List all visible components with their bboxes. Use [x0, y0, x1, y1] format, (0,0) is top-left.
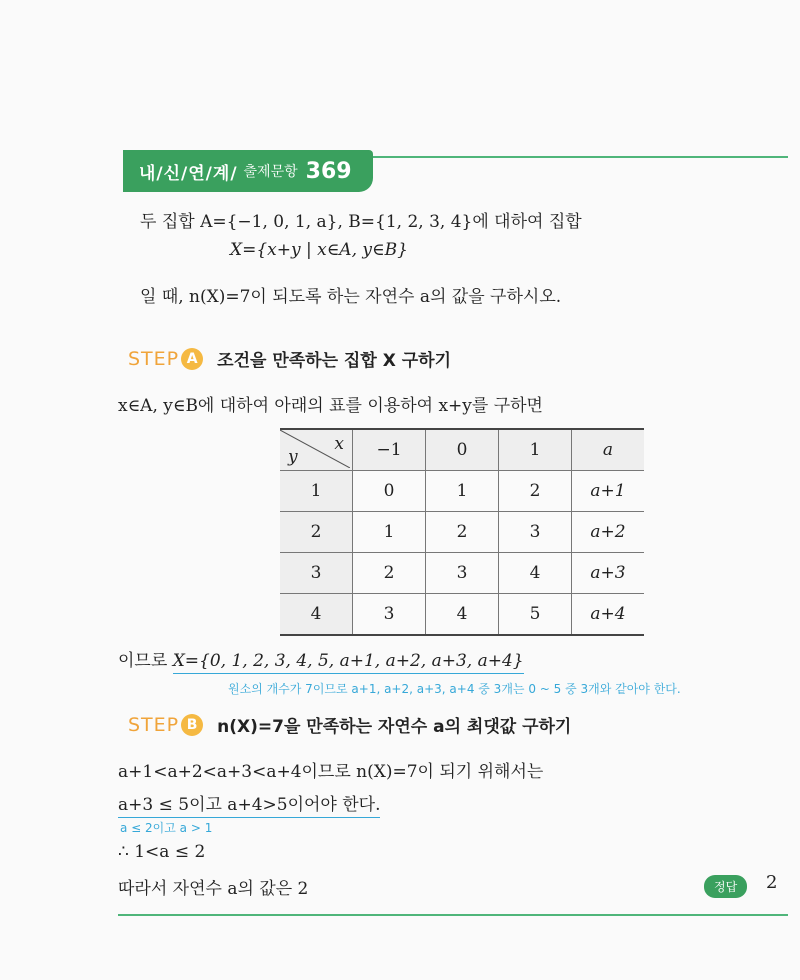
- step-b-line-2: a+3 ≤ 5이고 a+4>5이어야 한다.: [118, 795, 380, 818]
- banner-rule: [372, 156, 788, 158]
- step-b-note: a ≤ 2이고 a > 1: [120, 821, 213, 835]
- table-col-header: 0: [426, 429, 499, 471]
- step-a-title: 조건을 만족하는 집합 X 구하기: [217, 351, 451, 371]
- table-cell: 0: [353, 471, 426, 512]
- step-b-heading: [128, 712, 571, 737]
- table-row-header: 3: [280, 553, 353, 594]
- table-cell: 4: [426, 594, 499, 636]
- table-cell: 5: [499, 594, 572, 636]
- table-col-header: −1: [353, 429, 426, 471]
- step-a-intro: x∈A, y∈B에 대하여 아래의 표를 이용하여 x+y를 구하면: [118, 396, 543, 416]
- step-b-line-2-wrap: [118, 790, 380, 815]
- result-a-prefix: 이므로: [118, 651, 168, 671]
- table-corner-cell: [280, 429, 353, 471]
- answer-badge: 정답: [704, 875, 747, 898]
- result-a-note: 원소의 개수가 7이므로 a+1, a+2, a+3, a+4 중 3개는 0 ~ 5 중 3개와 같아야 한다.: [228, 682, 681, 696]
- result-a-set: X={0, 1, 2, 3, 4, 5, a+1, a+2, a+3, a+4}: [173, 651, 524, 674]
- step-a-heading: [128, 346, 451, 371]
- answer-value: 2: [766, 872, 778, 893]
- table-cell: a+2: [572, 512, 645, 553]
- step-b-title: n(X)=7을 만족하는 자연수 a의 최댓값 구하기: [217, 717, 572, 737]
- step-a-badge: A: [181, 348, 203, 370]
- table-row-header: 1: [280, 471, 353, 512]
- table-row: [280, 471, 644, 512]
- table-row-header: 2: [280, 512, 353, 553]
- step-b-line-1: a+1<a+2<a+3<a+4이므로 n(X)=7이 되기 위해서는: [118, 762, 544, 782]
- problem-line-3: 일 때, n(X)=7이 되도록 하는 자연수 a의 값을 구하시오.: [140, 287, 562, 307]
- table-cell: 3: [499, 512, 572, 553]
- banner-tag: 내/신/연/계/: [139, 163, 238, 184]
- problem-line-1: 두 집합 A={−1, 0, 1, a}, B={1, 2, 3, 4}에 대하여 집합: [140, 212, 582, 232]
- table-cell: 2: [426, 512, 499, 553]
- table-cell: 2: [499, 471, 572, 512]
- table-row: [280, 512, 644, 553]
- table-row: [280, 594, 644, 636]
- problem-number: 369: [305, 158, 352, 184]
- table-cell: a+3: [572, 553, 645, 594]
- table-cell: 1: [353, 512, 426, 553]
- step-b-line-3: ∴ 1<a ≤ 2: [118, 842, 206, 862]
- corner-x-label: x: [334, 434, 344, 454]
- table-cell: a+1: [572, 471, 645, 512]
- table-row: [280, 553, 644, 594]
- bottom-rule: [118, 914, 788, 916]
- banner-subtitle: 출제문항: [243, 164, 298, 180]
- table-cell: 2: [353, 553, 426, 594]
- table-cell: 3: [426, 553, 499, 594]
- result-a-line: [118, 646, 524, 671]
- table-cell: 4: [499, 553, 572, 594]
- table-col-header: a: [572, 429, 645, 471]
- corner-y-label: y: [288, 447, 298, 467]
- problem-banner: [123, 150, 373, 192]
- step-b-label: STEP: [128, 713, 180, 736]
- table-cell: 3: [353, 594, 426, 636]
- table-cell: 1: [426, 471, 499, 512]
- step-b-line-4: 따라서 자연수 a의 값은 2: [118, 879, 309, 899]
- sum-table: [280, 428, 644, 636]
- table-header-row: [280, 429, 644, 471]
- problem-line-2: X={x+y | x∈A, y∈B}: [230, 240, 408, 260]
- step-a-label: STEP: [128, 347, 180, 370]
- table-row-header: 4: [280, 594, 353, 636]
- step-b-badge: B: [181, 714, 203, 736]
- table-cell: a+4: [572, 594, 645, 636]
- table-col-header: 1: [499, 429, 572, 471]
